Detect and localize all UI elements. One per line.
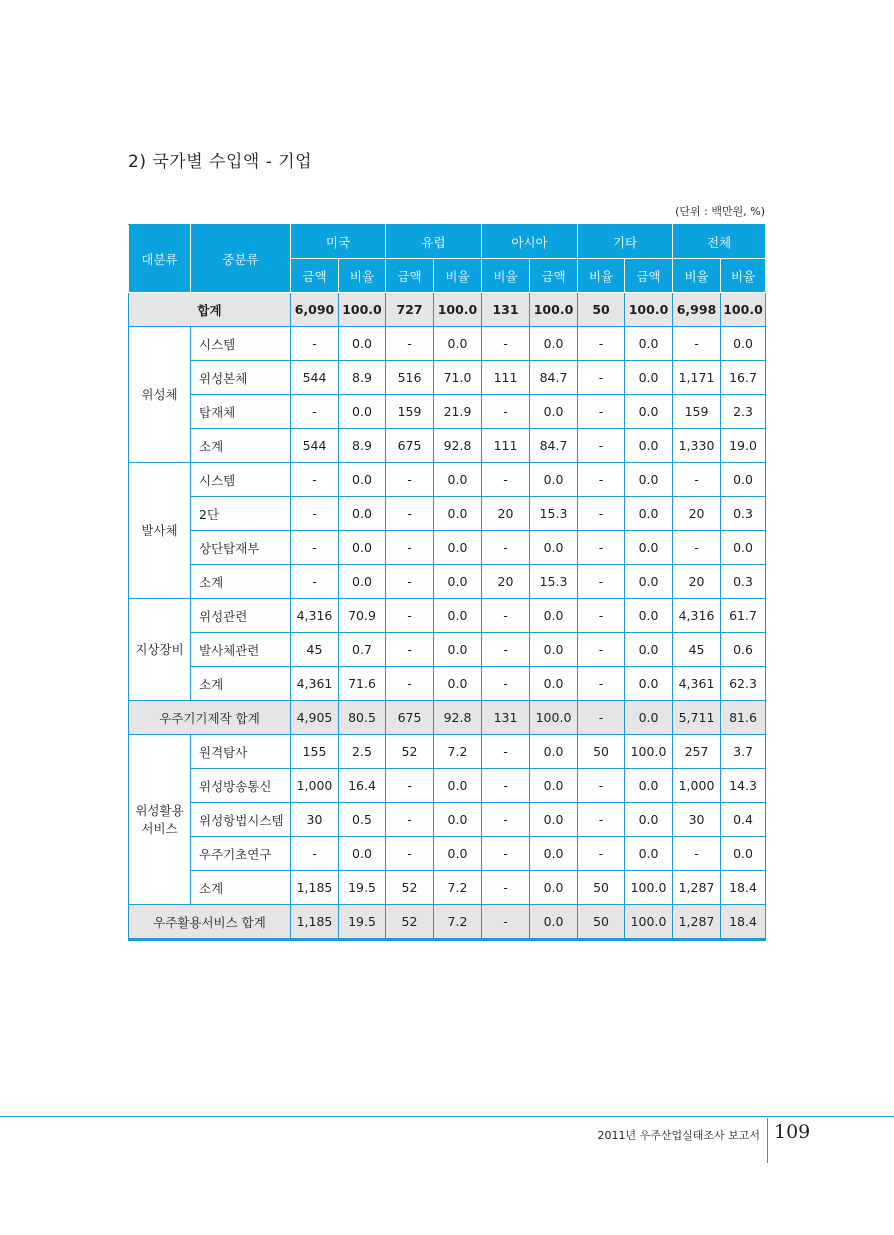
value-cell: - bbox=[578, 395, 625, 429]
value-cell: - bbox=[578, 701, 625, 735]
value-cell: 100.0 bbox=[530, 293, 578, 327]
value-cell: - bbox=[578, 497, 625, 531]
value-cell: 0.0 bbox=[339, 565, 386, 599]
subcategory-cell: 위성항법시스템 bbox=[191, 803, 291, 837]
value-cell: 4,361 bbox=[291, 667, 339, 701]
value-cell: 0.0 bbox=[625, 599, 673, 633]
value-cell: 80.5 bbox=[339, 701, 386, 735]
value-cell: 0.0 bbox=[530, 599, 578, 633]
total-label: 우주활용서비스 합계 bbox=[129, 905, 291, 940]
value-cell: - bbox=[291, 327, 339, 361]
value-cell: 0.4 bbox=[721, 803, 766, 837]
table-row bbox=[129, 803, 766, 837]
value-cell: 8.9 bbox=[339, 429, 386, 463]
value-cell: 0.0 bbox=[625, 361, 673, 395]
value-cell: 92.8 bbox=[434, 429, 482, 463]
value-cell: 0.0 bbox=[530, 837, 578, 871]
value-cell: 50 bbox=[578, 905, 625, 940]
value-cell: 544 bbox=[291, 361, 339, 395]
header-major: 대분류 bbox=[129, 225, 191, 293]
value-cell: 21.9 bbox=[434, 395, 482, 429]
header-group: 미국 bbox=[291, 225, 386, 259]
value-cell: 0.0 bbox=[530, 803, 578, 837]
value-cell: 4,905 bbox=[291, 701, 339, 735]
value-cell: 100.0 bbox=[625, 293, 673, 327]
import-table bbox=[128, 224, 766, 941]
header-group: 유럽 bbox=[386, 225, 482, 259]
subcategory-cell: 상단탑재부 bbox=[191, 531, 291, 565]
value-cell: 0.0 bbox=[339, 531, 386, 565]
value-cell: - bbox=[386, 463, 434, 497]
value-cell: 0.0 bbox=[339, 463, 386, 497]
value-cell: 14.3 bbox=[721, 769, 766, 803]
subcategory-cell: 소계 bbox=[191, 429, 291, 463]
unit-note: (단위 : 백만원, %) bbox=[675, 205, 765, 218]
value-cell: 727 bbox=[386, 293, 434, 327]
value-cell: 0.0 bbox=[530, 463, 578, 497]
value-cell: 0.0 bbox=[625, 803, 673, 837]
value-cell: 50 bbox=[578, 735, 625, 769]
value-cell: - bbox=[578, 633, 625, 667]
value-cell: - bbox=[673, 531, 721, 565]
value-cell: 0.0 bbox=[434, 531, 482, 565]
subcategory-cell: 원격탐사 bbox=[191, 735, 291, 769]
value-cell: 0.0 bbox=[530, 905, 578, 940]
category-cell: 위성활용 서비스 bbox=[129, 735, 191, 905]
value-cell: 0.0 bbox=[625, 429, 673, 463]
subcategory-cell: 시스템 bbox=[191, 463, 291, 497]
value-cell: 0.0 bbox=[434, 463, 482, 497]
value-cell: 52 bbox=[386, 905, 434, 940]
value-cell: - bbox=[482, 803, 530, 837]
total-label: 합계 bbox=[129, 293, 291, 327]
category-cell: 지상장비 bbox=[129, 599, 191, 701]
table-row bbox=[129, 735, 766, 769]
value-cell: - bbox=[291, 395, 339, 429]
value-cell: - bbox=[482, 463, 530, 497]
value-cell: - bbox=[291, 565, 339, 599]
table-row bbox=[129, 429, 766, 463]
subcategory-cell: 소계 bbox=[191, 871, 291, 905]
table-row bbox=[129, 769, 766, 803]
header-sub: 금액 bbox=[291, 259, 339, 293]
value-cell: 0.0 bbox=[339, 327, 386, 361]
value-cell: 131 bbox=[482, 701, 530, 735]
value-cell: 0.0 bbox=[530, 735, 578, 769]
service-total-row bbox=[129, 905, 766, 940]
value-cell: 0.0 bbox=[434, 497, 482, 531]
value-cell: 544 bbox=[291, 429, 339, 463]
header-row-groups bbox=[129, 225, 766, 259]
value-cell: 6,998 bbox=[673, 293, 721, 327]
table-row bbox=[129, 837, 766, 871]
value-cell: - bbox=[673, 327, 721, 361]
value-cell: 0.0 bbox=[434, 599, 482, 633]
value-cell: 50 bbox=[578, 293, 625, 327]
header-group: 전체 bbox=[673, 225, 766, 259]
header-sub: 비율 bbox=[482, 259, 530, 293]
value-cell: 62.3 bbox=[721, 667, 766, 701]
value-cell: 100.0 bbox=[721, 293, 766, 327]
subcategory-cell: 탑재체 bbox=[191, 395, 291, 429]
value-cell: - bbox=[291, 497, 339, 531]
total-label: 우주기기제작 합계 bbox=[129, 701, 291, 735]
value-cell: 0.0 bbox=[339, 497, 386, 531]
grand-total-row bbox=[129, 293, 766, 327]
value-cell: - bbox=[482, 735, 530, 769]
header-sub: 비율 bbox=[721, 259, 766, 293]
value-cell: 50 bbox=[578, 871, 625, 905]
value-cell: 0.5 bbox=[339, 803, 386, 837]
table-row bbox=[129, 497, 766, 531]
value-cell: 0.0 bbox=[530, 871, 578, 905]
value-cell: 52 bbox=[386, 871, 434, 905]
value-cell: 0.0 bbox=[530, 769, 578, 803]
value-cell: 0.0 bbox=[625, 667, 673, 701]
value-cell: - bbox=[386, 599, 434, 633]
value-cell: 0.0 bbox=[721, 531, 766, 565]
value-cell: 100.0 bbox=[530, 701, 578, 735]
header-group: 기타 bbox=[578, 225, 673, 259]
value-cell: 2.5 bbox=[339, 735, 386, 769]
value-cell: 0.0 bbox=[530, 633, 578, 667]
value-cell: 84.7 bbox=[530, 361, 578, 395]
value-cell: 45 bbox=[673, 633, 721, 667]
value-cell: - bbox=[482, 871, 530, 905]
value-cell: 111 bbox=[482, 361, 530, 395]
value-cell: 0.0 bbox=[339, 837, 386, 871]
value-cell: 0.0 bbox=[625, 701, 673, 735]
table-row bbox=[129, 667, 766, 701]
value-cell: 8.9 bbox=[339, 361, 386, 395]
value-cell: 81.6 bbox=[721, 701, 766, 735]
value-cell: 0.0 bbox=[530, 395, 578, 429]
value-cell: 6,090 bbox=[291, 293, 339, 327]
value-cell: 131 bbox=[482, 293, 530, 327]
subcategory-cell: 위성관련 bbox=[191, 599, 291, 633]
table-row bbox=[129, 463, 766, 497]
subcategory-cell: 발사체관련 bbox=[191, 633, 291, 667]
value-cell: - bbox=[578, 361, 625, 395]
value-cell: 92.8 bbox=[434, 701, 482, 735]
value-cell: 0.0 bbox=[625, 565, 673, 599]
table-row bbox=[129, 327, 766, 361]
table-row bbox=[129, 599, 766, 633]
value-cell: 257 bbox=[673, 735, 721, 769]
value-cell: 20 bbox=[482, 565, 530, 599]
header-sub: 금액 bbox=[530, 259, 578, 293]
table-body bbox=[129, 293, 766, 940]
footer-report-title: 2011년 우주산업실태조사 보고서 bbox=[597, 1129, 760, 1142]
value-cell: 19.5 bbox=[339, 871, 386, 905]
value-cell: - bbox=[386, 327, 434, 361]
footer-divider bbox=[767, 1118, 768, 1163]
value-cell: 100.0 bbox=[625, 871, 673, 905]
table-row bbox=[129, 361, 766, 395]
value-cell: 0.7 bbox=[339, 633, 386, 667]
value-cell: - bbox=[482, 905, 530, 940]
value-cell: - bbox=[386, 667, 434, 701]
value-cell: - bbox=[386, 803, 434, 837]
value-cell: 100.0 bbox=[339, 293, 386, 327]
value-cell: 0.0 bbox=[434, 667, 482, 701]
value-cell: 159 bbox=[673, 395, 721, 429]
subcategory-cell: 소계 bbox=[191, 667, 291, 701]
value-cell: 0.6 bbox=[721, 633, 766, 667]
value-cell: 16.7 bbox=[721, 361, 766, 395]
value-cell: 111 bbox=[482, 429, 530, 463]
header-sub: 금액 bbox=[386, 259, 434, 293]
value-cell: - bbox=[482, 837, 530, 871]
table-row bbox=[129, 633, 766, 667]
category-cell: 위성체 bbox=[129, 327, 191, 463]
value-cell: 5,711 bbox=[673, 701, 721, 735]
value-cell: 7.2 bbox=[434, 871, 482, 905]
value-cell: 30 bbox=[291, 803, 339, 837]
value-cell: - bbox=[578, 531, 625, 565]
value-cell: 16.4 bbox=[339, 769, 386, 803]
value-cell: 0.0 bbox=[625, 531, 673, 565]
value-cell: - bbox=[482, 531, 530, 565]
value-cell: 84.7 bbox=[530, 429, 578, 463]
value-cell: 70.9 bbox=[339, 599, 386, 633]
subcategory-cell: 위성방송통신 bbox=[191, 769, 291, 803]
value-cell: 155 bbox=[291, 735, 339, 769]
value-cell: 71.0 bbox=[434, 361, 482, 395]
table-row bbox=[129, 395, 766, 429]
value-cell: - bbox=[673, 837, 721, 871]
value-cell: 15.3 bbox=[530, 497, 578, 531]
value-cell: - bbox=[482, 327, 530, 361]
subcategory-cell: 소계 bbox=[191, 565, 291, 599]
value-cell: 0.0 bbox=[434, 633, 482, 667]
value-cell: - bbox=[386, 837, 434, 871]
header-sub: 비율 bbox=[578, 259, 625, 293]
value-cell: - bbox=[291, 463, 339, 497]
value-cell: - bbox=[386, 531, 434, 565]
value-cell: - bbox=[578, 599, 625, 633]
value-cell: 7.2 bbox=[434, 735, 482, 769]
value-cell: 1,000 bbox=[291, 769, 339, 803]
value-cell: 61.7 bbox=[721, 599, 766, 633]
value-cell: - bbox=[482, 667, 530, 701]
value-cell: 45 bbox=[291, 633, 339, 667]
footer-rule bbox=[0, 1116, 894, 1117]
page-number: 109 bbox=[774, 1121, 811, 1143]
value-cell: 19.5 bbox=[339, 905, 386, 940]
value-cell: - bbox=[578, 463, 625, 497]
value-cell: 1,287 bbox=[673, 905, 721, 940]
value-cell: 0.0 bbox=[721, 837, 766, 871]
value-cell: 100.0 bbox=[434, 293, 482, 327]
value-cell: - bbox=[482, 599, 530, 633]
value-cell: 100.0 bbox=[625, 735, 673, 769]
value-cell: 0.0 bbox=[625, 395, 673, 429]
value-cell: - bbox=[386, 769, 434, 803]
subcategory-cell: 시스템 bbox=[191, 327, 291, 361]
value-cell: 1,171 bbox=[673, 361, 721, 395]
header-group: 아시아 bbox=[482, 225, 578, 259]
value-cell: 0.0 bbox=[625, 633, 673, 667]
value-cell: 4,316 bbox=[291, 599, 339, 633]
value-cell: 18.4 bbox=[721, 905, 766, 940]
value-cell: 20 bbox=[673, 497, 721, 531]
value-cell: 52 bbox=[386, 735, 434, 769]
table-row bbox=[129, 531, 766, 565]
value-cell: 0.0 bbox=[625, 837, 673, 871]
category-cell: 발사체 bbox=[129, 463, 191, 599]
value-cell: 20 bbox=[482, 497, 530, 531]
value-cell: 30 bbox=[673, 803, 721, 837]
value-cell: 1,000 bbox=[673, 769, 721, 803]
value-cell: 0.0 bbox=[721, 327, 766, 361]
value-cell: 0.0 bbox=[434, 565, 482, 599]
value-cell: 0.0 bbox=[625, 769, 673, 803]
value-cell: - bbox=[578, 667, 625, 701]
value-cell: 675 bbox=[386, 429, 434, 463]
value-cell: 2.3 bbox=[721, 395, 766, 429]
value-cell: 71.6 bbox=[339, 667, 386, 701]
value-cell: 100.0 bbox=[625, 905, 673, 940]
value-cell: - bbox=[673, 463, 721, 497]
value-cell: 0.0 bbox=[530, 667, 578, 701]
value-cell: 0.0 bbox=[339, 395, 386, 429]
value-cell: 0.0 bbox=[434, 769, 482, 803]
value-cell: 4,316 bbox=[673, 599, 721, 633]
subcategory-cell: 우주기초연구 bbox=[191, 837, 291, 871]
value-cell: 0.3 bbox=[721, 565, 766, 599]
value-cell: 0.3 bbox=[721, 497, 766, 531]
value-cell: - bbox=[578, 565, 625, 599]
value-cell: 0.0 bbox=[434, 837, 482, 871]
value-cell: 18.4 bbox=[721, 871, 766, 905]
value-cell: 1,287 bbox=[673, 871, 721, 905]
value-cell: - bbox=[578, 327, 625, 361]
page-title: 2) 국가별 수입액 - 기업 bbox=[128, 152, 313, 172]
value-cell: 159 bbox=[386, 395, 434, 429]
value-cell: - bbox=[578, 769, 625, 803]
value-cell: 0.0 bbox=[721, 463, 766, 497]
value-cell: 1,185 bbox=[291, 871, 339, 905]
value-cell: 0.0 bbox=[530, 531, 578, 565]
value-cell: - bbox=[386, 633, 434, 667]
header-sub: 비율 bbox=[673, 259, 721, 293]
value-cell: 675 bbox=[386, 701, 434, 735]
value-cell: - bbox=[386, 565, 434, 599]
header-sub: 금액 bbox=[625, 259, 673, 293]
value-cell: 19.0 bbox=[721, 429, 766, 463]
value-cell: - bbox=[482, 633, 530, 667]
value-cell: 7.2 bbox=[434, 905, 482, 940]
value-cell: 1,330 bbox=[673, 429, 721, 463]
table-row bbox=[129, 565, 766, 599]
value-cell: 0.0 bbox=[434, 803, 482, 837]
value-cell: 516 bbox=[386, 361, 434, 395]
value-cell: 0.0 bbox=[434, 327, 482, 361]
value-cell: - bbox=[578, 837, 625, 871]
value-cell: - bbox=[482, 395, 530, 429]
table-row bbox=[129, 871, 766, 905]
value-cell: - bbox=[578, 429, 625, 463]
value-cell: - bbox=[386, 497, 434, 531]
header-sub: 비율 bbox=[339, 259, 386, 293]
value-cell: - bbox=[482, 769, 530, 803]
value-cell: 15.3 bbox=[530, 565, 578, 599]
value-cell: 0.0 bbox=[530, 327, 578, 361]
value-cell: - bbox=[291, 837, 339, 871]
value-cell: - bbox=[578, 803, 625, 837]
value-cell: 20 bbox=[673, 565, 721, 599]
value-cell: 0.0 bbox=[625, 463, 673, 497]
value-cell: 1,185 bbox=[291, 905, 339, 940]
subcategory-cell: 2단 bbox=[191, 497, 291, 531]
value-cell: 4,361 bbox=[673, 667, 721, 701]
header-minor: 중분류 bbox=[191, 225, 291, 293]
header-sub: 비율 bbox=[434, 259, 482, 293]
manufacturing-total-row bbox=[129, 701, 766, 735]
value-cell: 3.7 bbox=[721, 735, 766, 769]
value-cell: 0.0 bbox=[625, 327, 673, 361]
value-cell: 0.0 bbox=[625, 497, 673, 531]
subcategory-cell: 위성본체 bbox=[191, 361, 291, 395]
value-cell: - bbox=[291, 531, 339, 565]
